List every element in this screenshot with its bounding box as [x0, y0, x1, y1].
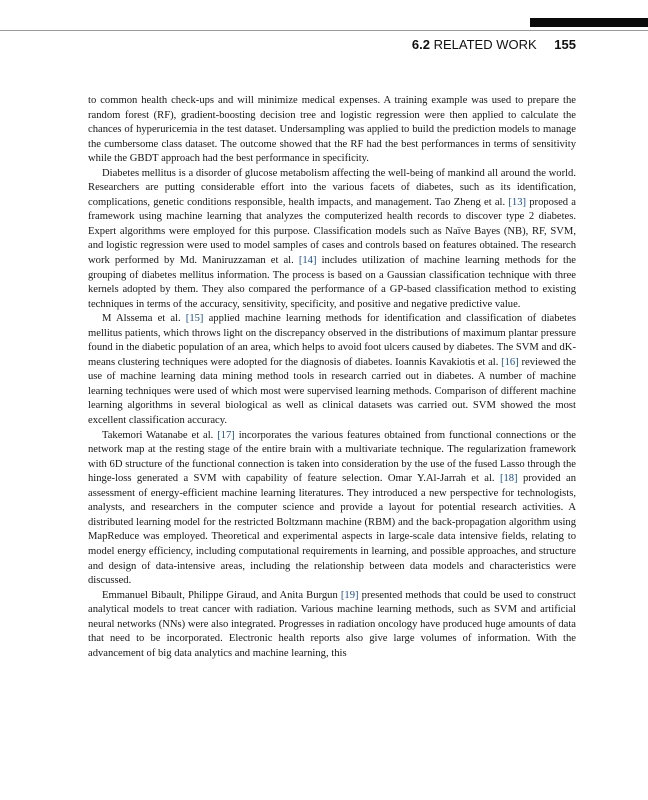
paragraph-text: Emmanuel Bibault, Philippe Giraud, and Anita Burgun: [102, 589, 341, 601]
citation-link[interactable]: [16]: [501, 356, 519, 368]
citation-link[interactable]: [19]: [340, 589, 359, 601]
paragraph-text: applied machine learning methods for identification and classification of diabetes mellitus patients, which throws light on the discrepancy observed in the distributions of maximum plantar pressure found in the diabetic population of an area, which helps to avoid foot ulcers caused by diabetes. The SVM and dK-means clustering techniques were adopted for the diagnosis of diabetes. Ioannis Kavakiotis et al.: [88, 313, 576, 368]
paragraph-text: incorporates the various features obtained from functional connections or the network map at the resting stage of the entire brain with a multivariate technique. The regularization framework with 6D structure of the functional connection is taken into consideration by the use of the fused Lasso through the hinge-loss generated a SVM with capability of feature selection. Omar Y.Al-Jarrah et al.: [88, 429, 576, 485]
running-head: [412, 37, 576, 52]
paragraph: [88, 94, 576, 167]
paragraph: [88, 429, 576, 589]
paragraph-text: provided an assessment of energy-efficient machine learning literatures. They introduced a new perspective for technologists, analysts, and researchers in the computer science and provide a layout for potential research activities. A distributed learning model for the restricted Boltzmann machine (RBM) and the back-propagation algorithm using MapReduce was employed. Theoretical and experimental aspects in large-scale data intensive fields, relating to model energy efficiency, including computational requirements in learning, and possible approaches, and structure and design of data-intensive areas, including the relationship between data models and characteristics were discussed.: [88, 473, 576, 587]
paragraph: [88, 589, 576, 662]
paragraph-text: includes utilization of machine learning methods for the grouping of diabetes mellitus information. The process is based on a Gaussian classification technique with three kernels adopted by them. They also compared the performance of a GP-based classification method to existing techniques in terms of the accuracy, sensitivity, specificity, and positive and negative predictive value.: [88, 255, 576, 310]
paragraph-text: proposed a framework using machine learning that analyzes the computerized health records to discover type 2 diabetes. Expert algorithms were employed for this purpose. Classification models such as Naïve Bayes (NB), RF, SVM, and logistic regression were used to model samples of cases and controls based on features obtained. The research work performed by Md. Maniruzzaman et al.: [88, 196, 576, 267]
paragraph-text: M Alssema et al.: [102, 313, 186, 325]
header-bar-decoration: [530, 18, 648, 27]
paragraph: [88, 167, 576, 312]
paragraph-text: Diabetes mellitus is a disorder of glucose metabolism affecting the well-being of mankind all around the world. Researchers are putting considerable effort into the various facets of diabetes, such as its identification, complications, genetic conditions responsible, health impacts, and management. Tao Zheng et al.: [88, 167, 576, 208]
paragraph-text: Takemori Watanabe et al.: [102, 429, 218, 441]
citation-link[interactable]: [17]: [217, 429, 235, 441]
page-number: 155: [554, 37, 576, 52]
paragraph-text: presented methods that could be used to construct analytical models to treat cancer with radiation. Various machine learning methods, such as SVM and artificial neural networks (NNs) were also integrated. Progresses in radiation oncology have produced huge amounts of data that need to be incorporated. Electronic health reports also give large volumes of information. With the advancement of big data analytics and machine learning, this: [88, 589, 576, 659]
section-title: RELATED WORK: [433, 37, 537, 52]
citation-link[interactable]: [14]: [298, 255, 317, 267]
paragraph: [88, 312, 576, 428]
body-text: [88, 94, 576, 661]
paragraph-text: to common health check-ups and will minimize medical expenses. A training example was used to prepare the random forest (RF), gradient-boosting decision tree and logistic regression were then applied to calculate the chances of hyperuricemia in the test dataset. Undersampling was applied to build the prediction models to manage the cumbersome class dataset. The outcome showed that the RF had the best performances in terms of sensitivity while the GBDT approach had the best performance in specificity.: [88, 95, 576, 165]
citation-link[interactable]: [13]: [508, 196, 527, 208]
header-rule: [0, 30, 648, 31]
citation-link[interactable]: [18]: [499, 473, 518, 485]
paragraph-text: reviewed the use of machine learning data mining method tools in research carried out in diabetes. A number of machine learning techniques were used of which most were supervised learning methods. Comparison of different machine learning algorithms in several biological as well as clinical datasets was carried out. SVM showed the most excellent classification accuracy.: [88, 356, 577, 427]
section-number: 6.2: [411, 37, 430, 52]
citation-link[interactable]: [15]: [185, 313, 204, 325]
